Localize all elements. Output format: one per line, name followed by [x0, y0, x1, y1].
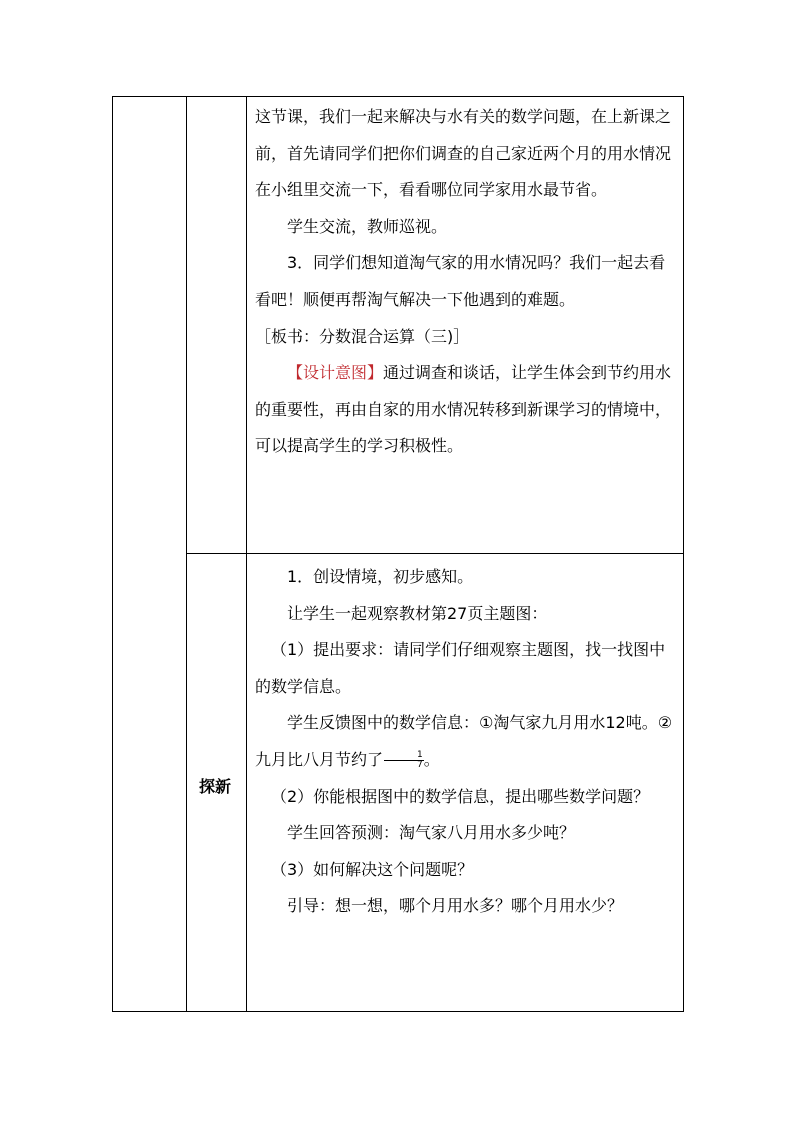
- section-label: 探新: [199, 777, 232, 796]
- paragraph-design-intent: [255, 355, 681, 465]
- paragraph-1: 1．创设情境，初步感知。: [287, 567, 474, 586]
- paragraph-5: （2）你能根据图中的数学信息，提出哪些数学问题？: [271, 786, 650, 806]
- column-divider-1: [186, 97, 187, 1011]
- design-intent-tag: 【设计意图】: [287, 363, 384, 383]
- column-divider-2: [246, 97, 247, 1011]
- paragraph-intro: 这节课，我们一起来解决与水有关的数学问题，在上新课之前，首先请同学们把你们调查的自己家近两个月的用水情况在小组里交流一下，看看哪位同学家用水最节省。: [255, 107, 672, 200]
- paragraph-question-3: 3．同学们想知道淘气家的用水情况吗？我们一起去看看吧！顺便再帮淘气解决一下他遇到的难题。: [255, 253, 666, 309]
- bottom-cell-content: [255, 559, 681, 925]
- fraction-numerator: 1: [384, 751, 424, 761]
- row-divider: [186, 553, 683, 554]
- fraction-denominator: 7: [417, 759, 423, 770]
- paragraph-8: 引导：想一想，哪个月用水多？哪个月用水少？: [287, 896, 624, 916]
- paragraph-3: （1）提出要求：请同学们仔细观察主题图，找一找图中的数学信息。: [255, 640, 666, 696]
- top-cell-content: [255, 99, 681, 465]
- paragraph-2: 让学生一起观察教材第27页主题图：: [287, 603, 548, 623]
- paragraph-board: ［板书：分数混合运算（三)］: [255, 326, 470, 346]
- paragraph-4: [255, 705, 681, 778]
- paragraph-6: 学生回答预测：淘气家八月用水多少吨？: [287, 823, 576, 843]
- lesson-table: [112, 96, 684, 1012]
- paragraph-7: （3）如何解决这个问题呢？: [271, 859, 474, 879]
- paragraph-student-exchange: 学生交流，教师巡视。: [287, 216, 448, 236]
- design-intent-text: 通过调查和谈话，让学生体会到节约用水的重要性，再由自家的用水情况转移到新课学习的情境中，可以提高学生的学习积极性。: [255, 363, 672, 456]
- paragraph-4-end: 。: [423, 749, 440, 769]
- fraction-one-seventh: [384, 751, 424, 770]
- paragraph-4-text: 学生反馈图中的数学信息：①淘气家九月用水12吨。②九月比八月节约了: [255, 713, 673, 769]
